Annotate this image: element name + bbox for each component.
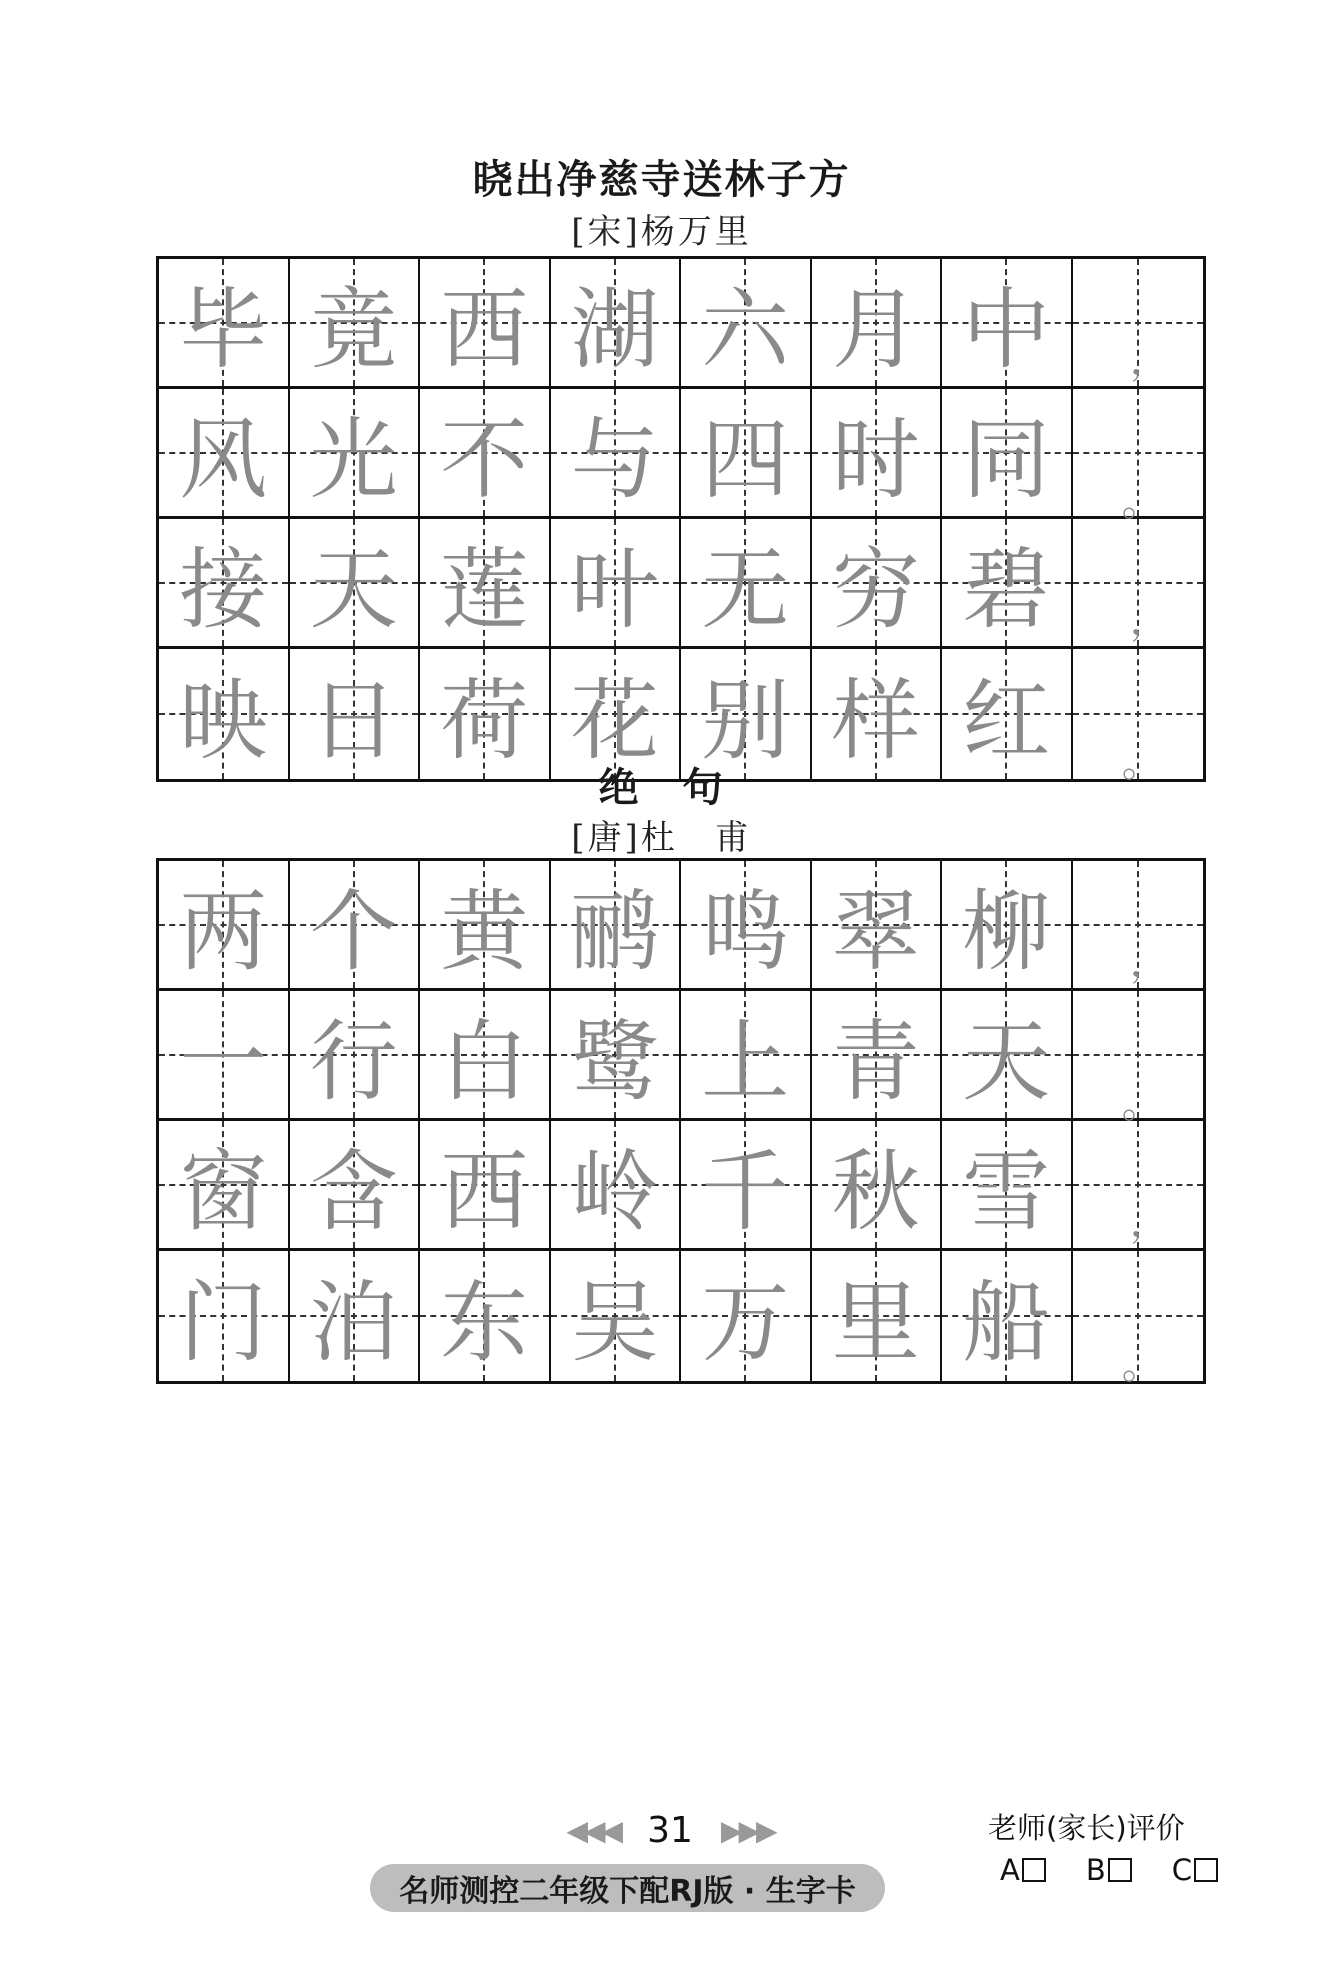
grid-cell bbox=[681, 389, 812, 516]
grid-cell bbox=[420, 1251, 551, 1381]
tracing-character: 鹭 bbox=[570, 1009, 659, 1113]
poem2-author: [唐]杜 甫 bbox=[571, 818, 752, 858]
tracing-character: 莲 bbox=[440, 537, 529, 641]
grid-cell bbox=[942, 991, 1073, 1118]
tracing-character: 同 bbox=[962, 407, 1051, 511]
grid-cell bbox=[420, 259, 551, 386]
tracing-character: 时 bbox=[831, 407, 920, 511]
option-b-label: B bbox=[1085, 1853, 1106, 1887]
checkbox-b[interactable] bbox=[1108, 1858, 1132, 1882]
grid-cell bbox=[681, 259, 812, 386]
grid-cell bbox=[159, 519, 290, 646]
grid-cell bbox=[1073, 389, 1203, 525]
grid-cell bbox=[681, 1251, 812, 1381]
punctuation-mark: ， bbox=[1129, 1199, 1170, 1246]
tracing-character: 雪 bbox=[962, 1139, 1051, 1243]
punctuation-mark: 。 bbox=[1121, 478, 1162, 525]
grid-cell bbox=[942, 861, 1073, 988]
grid-cell bbox=[942, 519, 1073, 646]
tracing-character: 翠 bbox=[831, 879, 920, 983]
checkbox-a[interactable] bbox=[1022, 1858, 1046, 1882]
poem2-title: 绝 句 bbox=[598, 765, 725, 811]
tracing-character: 上 bbox=[701, 1009, 790, 1113]
grid-row bbox=[159, 861, 1203, 991]
evaluation-option-c[interactable] bbox=[1172, 1853, 1218, 1887]
grid-cell bbox=[681, 861, 812, 988]
grid-cell bbox=[812, 389, 943, 516]
tracing-character: 别 bbox=[701, 669, 790, 772]
tracing-character: 个 bbox=[309, 879, 398, 983]
grid-cell bbox=[290, 259, 421, 386]
evaluation-option-b[interactable] bbox=[1086, 1853, 1132, 1887]
grid-row bbox=[159, 519, 1203, 649]
grid-row bbox=[159, 1251, 1203, 1389]
poem1-author: [宋]杨万里 bbox=[571, 212, 752, 252]
page-number: 31 bbox=[647, 1809, 693, 1851]
tracing-character: 四 bbox=[701, 407, 790, 511]
tracing-character: 日 bbox=[309, 669, 398, 772]
tracing-character: 天 bbox=[962, 1009, 1051, 1113]
tracing-character: 西 bbox=[440, 277, 529, 381]
tracing-character: 与 bbox=[570, 407, 659, 511]
poem1-grid bbox=[156, 256, 1206, 787]
grid-row bbox=[159, 389, 1203, 525]
punctuation-mark: ， bbox=[1129, 337, 1170, 384]
tracing-character: 两 bbox=[179, 879, 268, 983]
tracing-character: 样 bbox=[831, 669, 920, 772]
grid-cell bbox=[942, 389, 1073, 516]
grid-cell bbox=[420, 1121, 551, 1248]
grid-cell bbox=[290, 389, 421, 516]
punctuation-mark: 。 bbox=[1121, 1342, 1162, 1389]
punctuation-mark: ， bbox=[1129, 597, 1170, 644]
tracing-character: 中 bbox=[962, 277, 1051, 381]
poem1-title: 晓出净慈寺送林子方 bbox=[472, 157, 851, 203]
tracing-character: 黄 bbox=[440, 879, 529, 983]
footer-banner: 名师测控二年级下配RJ版 · 生字卡 bbox=[370, 1864, 885, 1912]
grid-cell bbox=[159, 259, 290, 386]
grid-cell bbox=[1073, 259, 1203, 386]
tracing-character: 无 bbox=[701, 537, 790, 641]
tracing-character: 一 bbox=[179, 1009, 268, 1113]
page-navigation bbox=[520, 1800, 820, 1860]
grid-cell bbox=[290, 991, 421, 1118]
tracing-character: 鸣 bbox=[701, 879, 790, 983]
tracing-character: 红 bbox=[962, 669, 1051, 772]
tracing-character: 白 bbox=[440, 1009, 529, 1113]
evaluation-label: 老师(家长)评价 bbox=[988, 1811, 1185, 1845]
grid-row bbox=[159, 991, 1203, 1127]
grid-cell bbox=[159, 1121, 290, 1248]
grid-cell bbox=[1073, 519, 1203, 646]
evaluation-options bbox=[1000, 1853, 1218, 1887]
tracing-character: 含 bbox=[309, 1139, 398, 1243]
tracing-character: 竟 bbox=[309, 277, 398, 381]
punctuation-mark: ， bbox=[1129, 939, 1170, 986]
tracing-character: 荷 bbox=[440, 669, 529, 772]
grid-cell bbox=[812, 991, 943, 1118]
grid-cell bbox=[420, 861, 551, 988]
grid-cell bbox=[551, 861, 682, 988]
tracing-character: 映 bbox=[179, 669, 268, 772]
grid-cell bbox=[551, 991, 682, 1118]
tracing-character: 行 bbox=[309, 1009, 398, 1113]
tracing-character: 接 bbox=[179, 537, 268, 641]
grid-cell bbox=[551, 1251, 682, 1381]
tracing-character: 湖 bbox=[570, 277, 659, 381]
tracing-character: 穷 bbox=[831, 537, 920, 641]
grid-cell bbox=[159, 1251, 290, 1381]
grid-cell bbox=[1073, 1121, 1203, 1248]
tracing-character: 东 bbox=[440, 1271, 529, 1374]
tracing-character: 鹂 bbox=[570, 879, 659, 983]
grid-cell bbox=[551, 1121, 682, 1248]
grid-cell bbox=[420, 389, 551, 516]
punctuation-mark: 。 bbox=[1121, 1080, 1162, 1127]
grid-cell bbox=[551, 389, 682, 516]
grid-cell bbox=[812, 1121, 943, 1248]
tracing-character: 叶 bbox=[570, 537, 659, 641]
tracing-character: 窗 bbox=[179, 1139, 268, 1243]
tracing-character: 花 bbox=[570, 669, 659, 772]
next-arrow-icon: ▶▶▶ bbox=[720, 1813, 774, 1847]
grid-cell bbox=[942, 259, 1073, 386]
grid-cell bbox=[681, 519, 812, 646]
tracing-character: 天 bbox=[309, 537, 398, 641]
tracing-character: 青 bbox=[831, 1009, 920, 1113]
grid-row bbox=[159, 1121, 1203, 1251]
grid-cell bbox=[942, 1251, 1073, 1381]
grid-cell bbox=[812, 259, 943, 386]
grid-cell bbox=[420, 519, 551, 646]
tracing-character: 千 bbox=[701, 1139, 790, 1243]
tracing-character: 里 bbox=[831, 1271, 920, 1374]
option-a-label: A bbox=[1000, 1853, 1020, 1887]
grid-cell bbox=[159, 861, 290, 988]
grid-cell bbox=[681, 1121, 812, 1248]
grid-cell bbox=[551, 259, 682, 386]
evaluation-option-a[interactable] bbox=[1000, 1853, 1046, 1887]
grid-cell bbox=[1073, 991, 1203, 1127]
tracing-character: 门 bbox=[179, 1271, 268, 1374]
grid-cell bbox=[159, 389, 290, 516]
tracing-character: 毕 bbox=[179, 277, 268, 381]
poem2-grid bbox=[156, 858, 1206, 1389]
option-c-label: C bbox=[1171, 1853, 1192, 1887]
grid-cell bbox=[290, 861, 421, 988]
tracing-character: 柳 bbox=[962, 879, 1051, 983]
grid-cell bbox=[420, 991, 551, 1118]
grid-cell bbox=[290, 1251, 421, 1381]
grid-cell bbox=[812, 1251, 943, 1381]
checkbox-c[interactable] bbox=[1194, 1858, 1218, 1882]
tracing-character: 船 bbox=[962, 1271, 1051, 1374]
prev-arrow-icon: ◀◀◀ bbox=[566, 1813, 620, 1847]
tracing-character: 吴 bbox=[570, 1271, 659, 1374]
grid-cell bbox=[942, 1121, 1073, 1248]
tracing-character: 光 bbox=[309, 407, 398, 511]
tracing-character: 月 bbox=[831, 277, 920, 381]
punctuation-mark: 。 bbox=[1121, 740, 1162, 787]
grid-cell bbox=[1073, 861, 1203, 988]
grid-cell bbox=[290, 1121, 421, 1248]
tracing-character: 泊 bbox=[309, 1271, 398, 1374]
tracing-character: 万 bbox=[701, 1271, 790, 1374]
grid-cell bbox=[812, 861, 943, 988]
grid-cell bbox=[681, 991, 812, 1118]
tracing-character: 岭 bbox=[570, 1139, 659, 1243]
tracing-character: 不 bbox=[440, 407, 529, 511]
tracing-character: 六 bbox=[701, 277, 790, 381]
tracing-character: 西 bbox=[440, 1139, 529, 1243]
grid-row bbox=[159, 259, 1203, 389]
grid-cell bbox=[812, 519, 943, 646]
grid-cell bbox=[290, 519, 421, 646]
grid-cell bbox=[1073, 1251, 1203, 1389]
grid-cell bbox=[159, 991, 290, 1118]
tracing-character: 秋 bbox=[831, 1139, 920, 1243]
tracing-character: 风 bbox=[179, 407, 268, 511]
tracing-character: 碧 bbox=[962, 537, 1051, 641]
grid-cell bbox=[551, 519, 682, 646]
